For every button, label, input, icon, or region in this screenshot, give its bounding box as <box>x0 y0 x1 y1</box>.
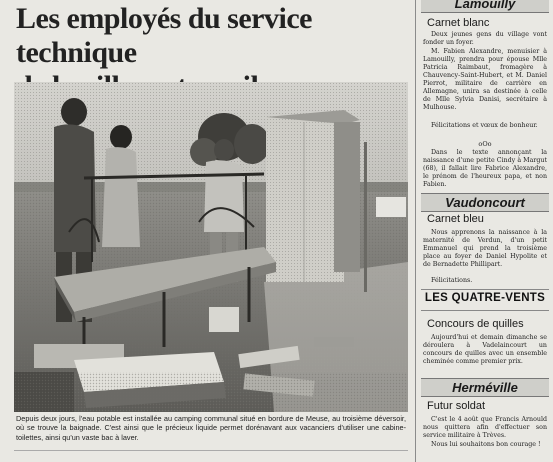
subhead-concours-de-quilles: Concours de quilles <box>427 318 524 330</box>
separator-mark: oOo <box>478 140 492 148</box>
vaudoncourt-paragraph-2: Félicitations. <box>431 277 473 284</box>
lamouilly-paragraph-1: Deux jeunes gens du village vont fonder un foyer. <box>423 31 547 46</box>
vaudoncourt-paragraph-1: Nous apprenons la naissance à la maternité de Verdun, d'un petit Emmanuel qui prend la troisième place au foyer de Daniel Hypolite et de Bernadette Phillipart. <box>423 229 547 268</box>
section-banner-quatre-vents: LES QUATRE-VENTS <box>424 292 546 304</box>
photo-caption: Depuis deux jours, l'eau potable est installée au camping communal situé en bordure de Meuse, au troisième déversoir, où se trouve la baignade. C'est ainsi que le précieux liquide permet dorénavant aux vacanciers d'utiliser une cabine-toilettes, ainsi qu'un vaste bac à laver. <box>16 414 406 442</box>
subhead-carnet-blanc: Carnet blanc <box>427 17 490 29</box>
lamouilly-paragraph-4: Dans le texte annonçant la naissance d'une petite Cindy à Margut (68), il fallait lire Fabrice Alexandre, le prénom de l'heureux papa, et non Fabien. <box>423 149 547 188</box>
quatre-vents-paragraph-1: Aujourd'hui et demain dimanche se déroulera à Vadelaincourt un concours de quilles avec un ensemble cheminée comme premier prix. <box>423 334 547 365</box>
column-divider <box>415 0 416 462</box>
hermeville-paragraph-1: C'est le 4 août que Francis Arnould nous quittera afin d'effectuer son service militaire à Trèves. <box>423 416 547 439</box>
article-photo <box>14 82 408 412</box>
divider-quatre-vents-top <box>421 289 549 290</box>
headline-line-1: Les employés du service technique <box>16 2 312 69</box>
photo-illustration <box>14 82 408 412</box>
lamouilly-paragraph-2: M. Fabien Alexandre, menuisier à Lamouilly, prendra pour épouse Mlle Patricia Raimbaut, fromagère à Chauvency-Saint-Hubert, et M. Daniel Pierrot, militaire de carrière en Allemagne, unira sa destinée à celle de Mlle Sylvia Danisi, secrétaire à Mulhouse. <box>423 48 547 111</box>
section-banner-lamouilly: Lamouilly <box>421 0 549 13</box>
divider-quatre-vents-bottom <box>421 310 549 311</box>
hermeville-paragraph-2: Nous lui souhaitons bon courage ! <box>431 441 541 448</box>
subhead-carnet-bleu: Carnet bleu <box>427 213 484 225</box>
caption-divider <box>14 450 408 451</box>
section-banner-vaudoncourt: Vaudoncourt <box>421 193 549 212</box>
subhead-futur-soldat: Futur soldat <box>427 400 486 412</box>
section-banner-hermeville: Herméville <box>421 378 549 397</box>
lamouilly-paragraph-3: Félicitations et vœux de bonheur. <box>431 122 538 129</box>
regional-news-column <box>421 0 549 462</box>
